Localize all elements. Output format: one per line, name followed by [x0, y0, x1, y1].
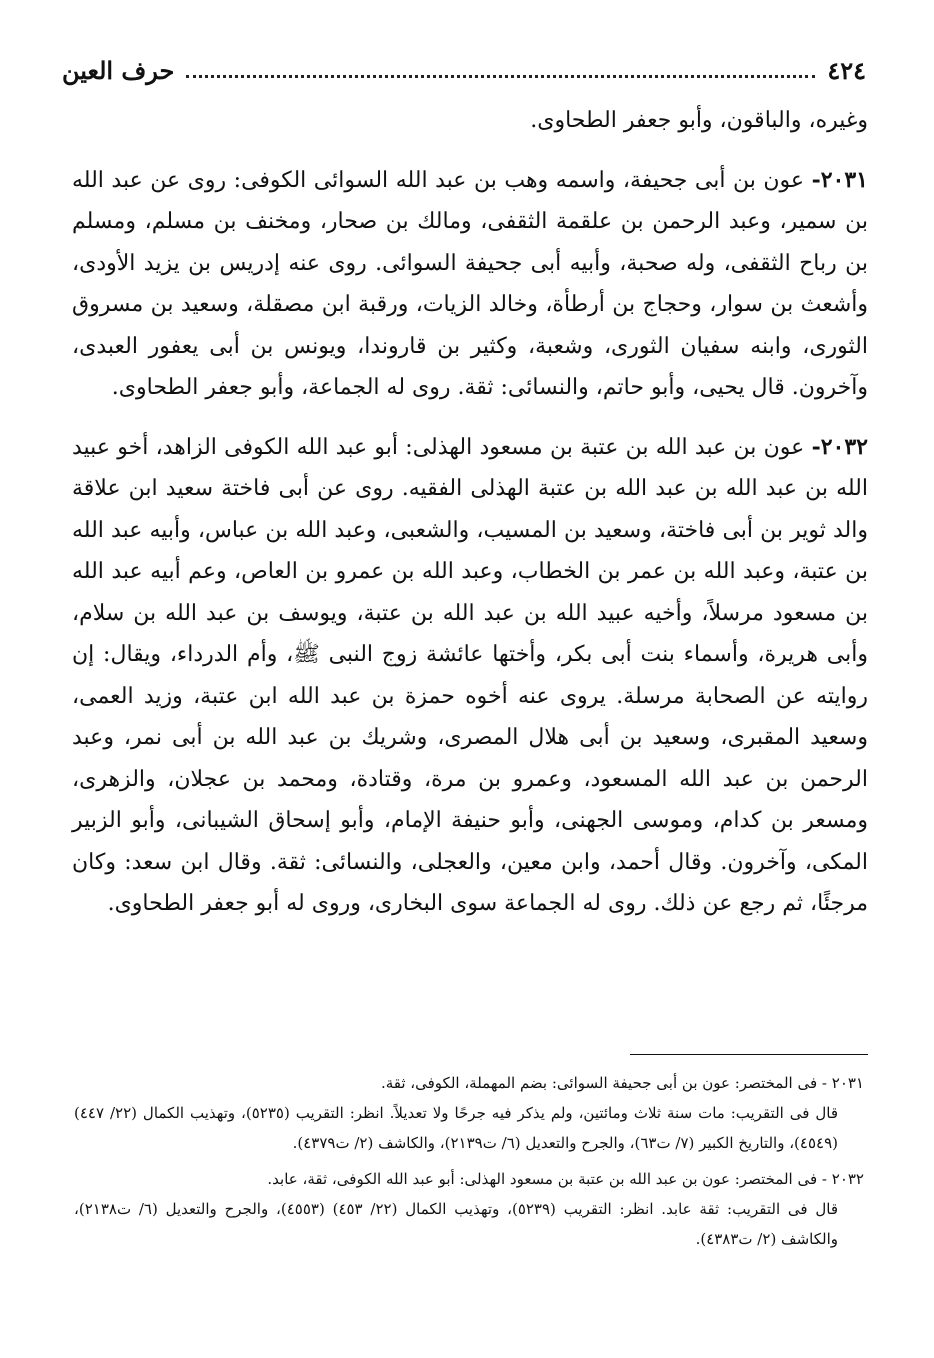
entry-number: ٢٠٣١-: [811, 166, 868, 193]
biography-entry: [72, 427, 868, 925]
footnote-detail: قال فى التقريب: مات سنة ثلاث ومائتين، ولم يذكر فيه جرحًا ولا تعديلاً. انظر: التقريب (٥٢٣٥)، وتهذيب الكمال (٢٢/ ٤٤٧) (٤٥٤٩)، والتاريخ الكبير (٧/ ت٦٣)، والجرح والتعديل (٦/ ت٢١٣٩)، والكاشف (٢/ ت٤٣٧٩).: [74, 1104, 838, 1152]
section-title: حرف العين: [62, 55, 175, 85]
footnote-detail: قال فى التقريب: ثقة عابد. انظر: التقريب (٥٢٣٩)، وتهذيب الكمال (٢٢/ ٤٥٣) (٤٥٥٣)، والجرح والتعديل (٦/ ت٢١٣٨)، والكاشف (٢/ ت٤٣٨٣).: [74, 1200, 839, 1248]
footnotes: [74, 1066, 864, 1254]
main-text: [72, 100, 868, 943]
footnote-heading: ٢٠٣١ - فى المختصر: عون بن أبى جحيفة السوائى: بضم المهملة، الكوفى، ثقة.: [380, 1074, 864, 1092]
biography-entry: [72, 160, 868, 409]
footnote-separator: [630, 1054, 868, 1055]
running-header: [62, 50, 866, 90]
dotted-leader: [186, 75, 815, 78]
footnote-heading: ٢٠٣٢ - فى المختصر: عون بن عبد الله بن عتبة بن مسعود الهذلى: أبو عبد الله الكوفى، ثقة، عابد.: [267, 1170, 864, 1188]
page-number: ٤٢٤: [827, 55, 866, 85]
entry-number: ٢٠٣٢-: [811, 433, 868, 460]
continuation-paragraph: وغيره، والباقون، وأبو جعفر الطحاوى.: [530, 108, 868, 133]
entry-text: عون بن أبى جحيفة، واسمه وهب بن عبد الله السوائى الكوفى: روى عن عبد الله بن سمير، وعبد الرحمن بن علقمة الثقفى، ومالك بن صحار، ومخنف بن مسلم، ومسلم بن رباح الثقفى، وله صحبة، وأبيه أبى جحيفة السوائى. روى عنه إدريس بن يزيد الأودى، وأشعث بن سوار، وحجاج بن أرطأة، وخالد الزيات، ورقبة ابن مصقلة، وسعيد بن مسروق الثورى، وابنه سفيان الثورى، وشعبة، وكثير بن قاروندا، ويونس بن أبى يعفور العبدى، وآخرون. قال يحيى، وأبو حاتم، والنسائى: ثقة. روى له الجماعة، وأبو جعفر الطحاوى.: [72, 167, 868, 400]
entry-text: عون بن عبد الله بن عتبة بن مسعود الهذلى: أبو عبد الله الكوفى الزاهد، أخو عبيد الله بن عبد الله بن عبد الله بن عتبة الهذلى الفقيه. روى عن أبى فاختة سعيد ابن علاقة والد ثوير بن أبى فاختة، وسعيد بن المسيب، والشعبى، وعبد الله بن عباس، وأبيه عبد الله بن عتبة، وعبد الله بن عمر بن الخطاب، وعبد الله بن عمرو بن العاص، وعم أبيه عبد الله بن مسعود مرسلاً، وأخيه عبيد الله بن عبد الله بن عتبة، ويوسف بن عبد الله بن سلام، وأبى هريرة، وأسماء بنت أبى بكر، وأختها عائشة زوج النبى ﷺ، وأم الدرداء، ويقال: إن روايته عن الصحابة مرسلة. يروى عنه أخوه حمزة بن عبد الله ابن عتبة، وزيد العمى، وسعيد المقبرى، وسعيد بن أبى هلال المصرى، وشريك بن عبد الله بن أبى نمر، وعبد الرحمن بن عبد الله المسعود، وعمرو بن مرة، وقتادة، ومحمد بن عجلان، والزهرى، ومسعر بن كدام، وموسى الجهنى، وأبو حنيفة الإمام، وأبو إسحاق الشيبانى، وأبو الزبير المكى، وآخرون. وقال أحمد، وابن معين، والعجلى، والنسائى: ثقة. وقال ابن سعد: وكان مرجئًا، ثم رجع عن ذلك. روى له الجماعة سوى البخارى، وروى له أبو جعفر الطحاوى.: [72, 434, 868, 916]
